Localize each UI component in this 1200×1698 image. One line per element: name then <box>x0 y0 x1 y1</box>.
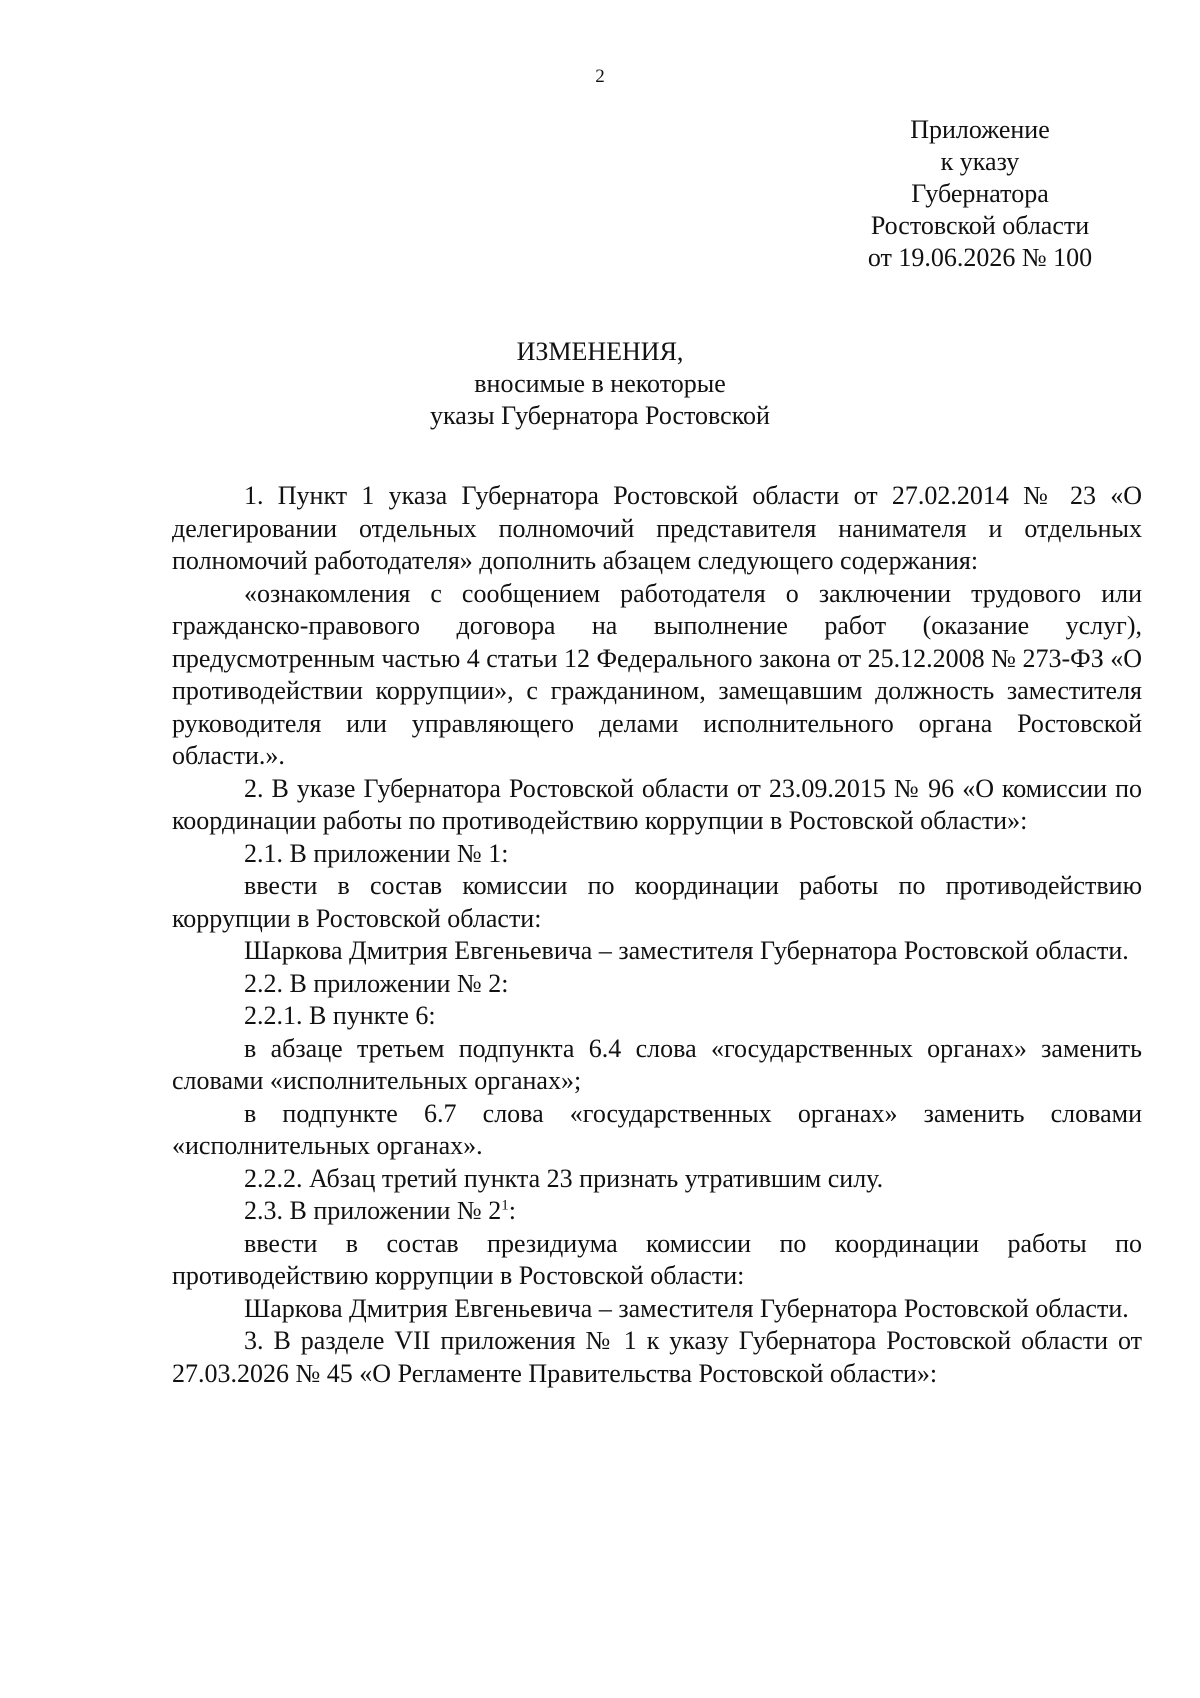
appendix-to-decree: к указу <box>940 147 1020 176</box>
paragraph-3: 2. В указе Губернатора Ростовской области от 23.09.2015 № 96 «О комиссии по координации работы по противодействию коррупции в Ростовской области»: <box>172 773 1142 835</box>
document-title <box>0 336 1200 432</box>
paragraph-13: ввести в состав президиума комиссии по координации работы по противодействию коррупции в Ростовской области: <box>172 1228 1142 1290</box>
paragraph-10: в подпункте 6.7 слова «государственных органах» заменить словами «исполнительных органах». <box>172 1098 1142 1160</box>
appendix-date-number: от 19.06.2026 № 100 <box>867 243 1093 272</box>
paragraph-12 <box>172 1195 1142 1228</box>
paragraph-9: в абзаце третьем подпункта 6.4 слова «государственных органах» заменить словами «исполнительных органах»; <box>172 1033 1142 1095</box>
appendix-block <box>830 114 1130 274</box>
paragraph-7: 2.2. В приложении № 2: <box>244 968 509 998</box>
paragraph-6: Шаркова Дмитрия Евгеньевича – заместителя Губернатора Ростовской области. <box>244 936 1129 965</box>
paragraph-1: 1. Пункт 1 указа Губернатора Ростовской области от 27.02.2014 № 23 «О делегировании отдельных полномочий представителя нанимателя и отдельных полномочий работодателя» дополнить абзацем следующего содержания: <box>172 481 1142 575</box>
paragraph-12-text: 2.3. В приложении № 2 <box>244 1196 502 1225</box>
page-number: 2 <box>595 66 605 87</box>
title-heading: ИЗМЕНЕНИЯ, <box>516 337 684 366</box>
appendix-governor: Губернатора <box>911 179 1049 208</box>
paragraph-12-colon: : <box>508 1196 516 1225</box>
paragraph-14: Шаркова Дмитрия Евгеньевича – заместителя Губернатора Ростовской области. <box>244 1293 1129 1323</box>
title-subtitle-2: указы Губернатора Ростовской <box>430 401 770 430</box>
paragraph-11: 2.2.2. Абзац третий пункта 23 признать утратившим силу. <box>244 1163 884 1193</box>
document-body <box>172 480 1142 1390</box>
appendix-region: Ростовской области <box>870 211 1090 240</box>
paragraph-12-superscript: 1 <box>501 1197 509 1214</box>
paragraph-2: «ознакомления с сообщением работодателя о заключении трудового или гражданско-правового договора на выполнение работ (оказание услуг), предусмотренным частью 4 статьи 12 Федерального закона от 25.12.2008 № 273-ФЗ «О противодействии коррупции», с гражданином, замещавшим должность заместителя руководителя или управляющего делами исполнительного органа Ростовской области.». <box>172 578 1142 770</box>
paragraph-5: ввести в состав комиссии по координации работы по противодействию коррупции в Ростовской области: <box>172 871 1142 933</box>
paragraph-15: 3. В разделе VII приложения № 1 к указу Губернатора Ростовской области от 27.03.2026 № 45 «О Регламенте Правительства Ростовской области»: <box>172 1326 1142 1388</box>
title-subtitle-1: вносимые в некоторые <box>474 369 726 398</box>
paragraph-4: 2.1. В приложении № 1: <box>244 838 509 868</box>
paragraph-8: 2.2.1. В пункте 6: <box>244 1001 436 1030</box>
appendix-label: Приложение <box>910 115 1050 144</box>
